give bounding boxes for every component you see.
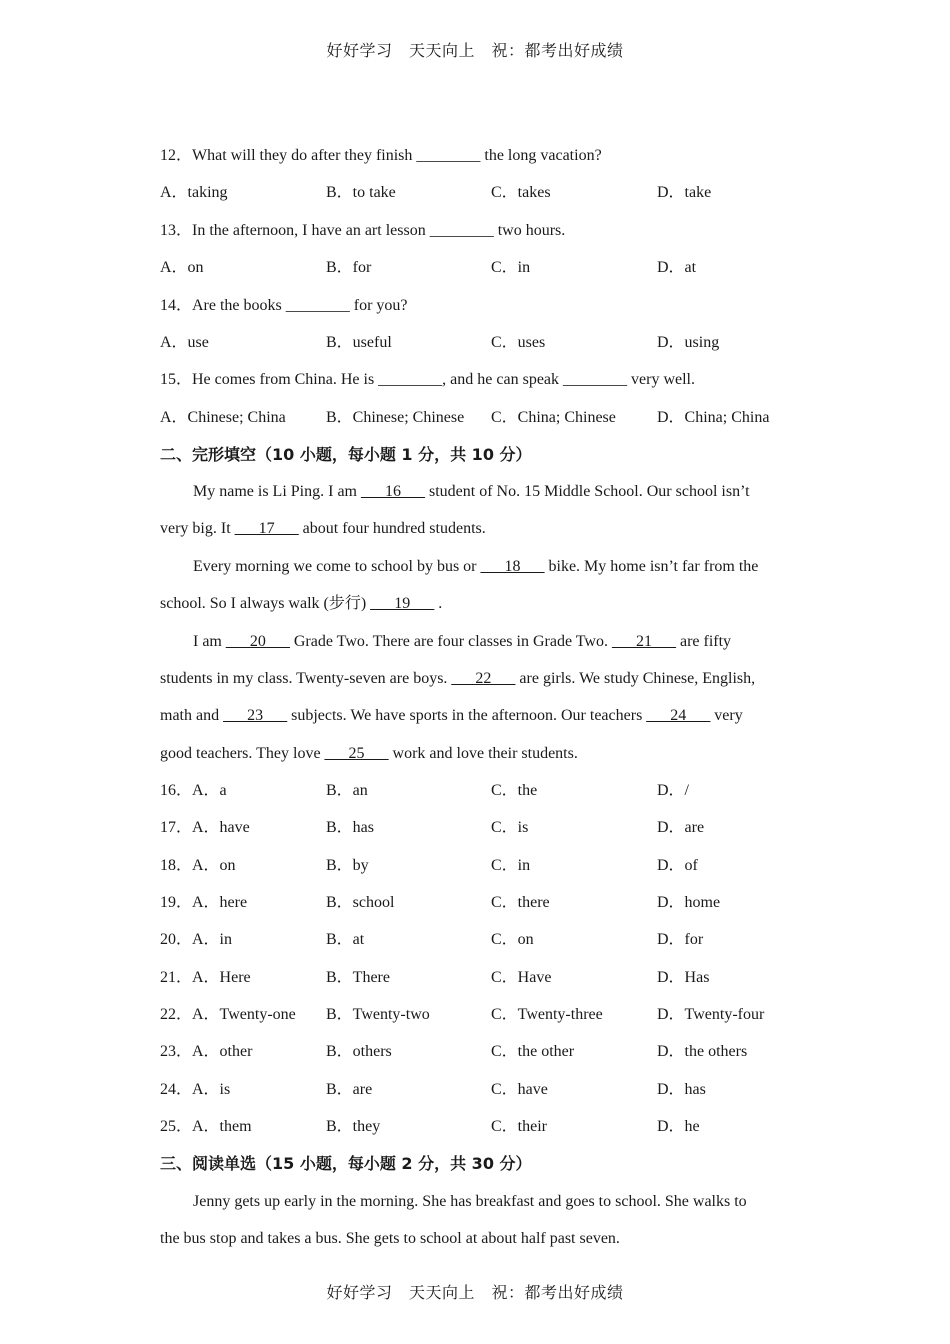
q21-option-b: B．There: [326, 969, 390, 986]
q13-option-b: B．for: [326, 259, 372, 276]
q18-option-a: 18．A．on: [160, 857, 236, 874]
q18-option-b: B．by: [326, 857, 369, 874]
q12-option-d: D．take: [657, 184, 712, 201]
q15-option-d: D．China; China: [657, 409, 770, 426]
q22-option-b: B．Twenty-two: [326, 1006, 430, 1023]
q19-option-c: C．there: [491, 894, 550, 911]
blank-20: ___20___: [225, 633, 290, 650]
q21-option-d: D．Has: [657, 969, 710, 986]
q13-option-d: D．at: [657, 259, 697, 276]
cloze-line-3: Every morning we come to school by bus or ___18___ bike. My home isn’t far from the: [193, 558, 759, 575]
q18-option-d: D．of: [657, 857, 698, 874]
cloze-line-8: good teachers. They love ___25___ work and love their students.: [160, 745, 578, 762]
section-3-heading: 三、阅读单选（15 小题，每小题 2 分，共 30 分）: [160, 1154, 532, 1173]
q16-option-a: 16．A．a: [160, 782, 227, 799]
q23-option-a: 23．A．other: [160, 1043, 253, 1060]
cloze-line-6: students in my class. Twenty-seven are boys. ___22___ are girls. We study Chinese, English,: [160, 670, 756, 687]
q17-option-b: B．has: [326, 819, 375, 836]
blank-23: ___23___: [223, 707, 288, 724]
q23-option-b: B．others: [326, 1043, 392, 1060]
q24-option-c: C．have: [491, 1081, 548, 1098]
q14-option-d: D．using: [657, 334, 720, 351]
q19-option-d: D．home: [657, 894, 721, 911]
q23-option-c: C．the other: [491, 1043, 575, 1060]
q22-option-d: D．Twenty-four: [657, 1006, 765, 1023]
q16-option-d: D．/: [657, 782, 690, 799]
question-15-stem: 15．He comes from China. He is ________, and he can speak ________ very well.: [160, 371, 695, 388]
blank-16: ___16___: [360, 483, 425, 500]
page-header: 好好学习 天天向上 祝：都考出好成绩: [326, 41, 624, 60]
q19-option-b: B．school: [326, 894, 395, 911]
q19-option-a: 19．A．here: [160, 894, 248, 911]
section-2-heading: 二、完形填空（10 小题，每小题 1 分，共 10 分）: [160, 445, 532, 464]
q16-option-b: B．an: [326, 782, 368, 799]
reading-line-1: Jenny gets up early in the morning. She has breakfast and goes to school. She walks to: [193, 1193, 747, 1210]
q13-option-a: A．on: [160, 259, 204, 276]
q14-option-c: C．uses: [491, 334, 546, 351]
q20-option-d: D．for: [657, 931, 704, 948]
q12-option-a: A．taking: [160, 184, 228, 201]
q15-option-b: B．Chinese; Chinese: [326, 409, 465, 426]
cloze-line-5: I am ___20___ Grade Two. There are four classes in Grade Two. ___21___ are fifty: [193, 633, 732, 650]
q15-option-c: C．China; Chinese: [491, 409, 616, 426]
question-14-stem: 14．Are the books ________ for you?: [160, 297, 408, 314]
q14-option-b: B．useful: [326, 334, 392, 351]
q20-option-c: C．on: [491, 931, 534, 948]
q21-option-a: 21．A．Here: [160, 969, 251, 986]
q20-option-a: 20．A．in: [160, 931, 233, 948]
reading-line-2: the bus stop and takes a bus. She gets to school at about half past seven.: [160, 1230, 620, 1247]
q17-option-a: 17．A．have: [160, 819, 250, 836]
q23-option-d: D．the others: [657, 1043, 748, 1060]
blank-19: ___19___: [370, 595, 435, 612]
q17-option-d: D．are: [657, 819, 705, 836]
cloze-line-7: math and ___23___ subjects. We have sports in the afternoon. Our teachers ___24___ very: [160, 707, 743, 724]
q25-option-a: 25．A．them: [160, 1118, 252, 1135]
cloze-line-2: very big. It ___17___ about four hundred students.: [160, 520, 486, 537]
cloze-line-4: school. So I always walk (步行) ___19___ .: [160, 595, 443, 612]
blank-22: ___22___: [451, 670, 516, 687]
q12-option-b: B．to take: [326, 184, 396, 201]
q24-option-a: 24．A．is: [160, 1081, 231, 1098]
q13-option-c: C．in: [491, 259, 531, 276]
q15-option-a: A．Chinese; China: [160, 409, 286, 426]
q25-option-b: B．they: [326, 1118, 381, 1135]
blank-17: ___17___: [234, 520, 299, 537]
q24-option-d: D．has: [657, 1081, 706, 1098]
q22-option-c: C．Twenty-three: [491, 1006, 603, 1023]
blank-21: ___21___: [611, 633, 676, 650]
q12-option-c: C．takes: [491, 184, 551, 201]
q24-option-b: B．are: [326, 1081, 373, 1098]
q14-option-a: A．use: [160, 334, 209, 351]
q18-option-c: C．in: [491, 857, 531, 874]
blank-18: ___18___: [480, 558, 545, 575]
q17-option-c: C．is: [491, 819, 529, 836]
q21-option-c: C．Have: [491, 969, 552, 986]
blank-25: ___25___: [324, 745, 389, 762]
q22-option-a: 22．A．Twenty-one: [160, 1006, 296, 1023]
q25-option-c: C．their: [491, 1118, 547, 1135]
page-footer: 好好学习 天天向上 祝：都考出好成绩: [326, 1283, 624, 1302]
q25-option-d: D．he: [657, 1118, 700, 1135]
question-13-stem: 13．In the afternoon, I have an art lesson ________ two hours.: [160, 222, 566, 239]
blank-24: ___24___: [646, 707, 711, 724]
q20-option-b: B．at: [326, 931, 365, 948]
q16-option-c: C．the: [491, 782, 538, 799]
question-12-stem: 12．What will they do after they finish ________ the long vacation?: [160, 147, 602, 164]
cloze-line-1: My name is Li Ping. I am ___16___ student of No. 15 Middle School. Our school isn’t: [193, 483, 750, 500]
